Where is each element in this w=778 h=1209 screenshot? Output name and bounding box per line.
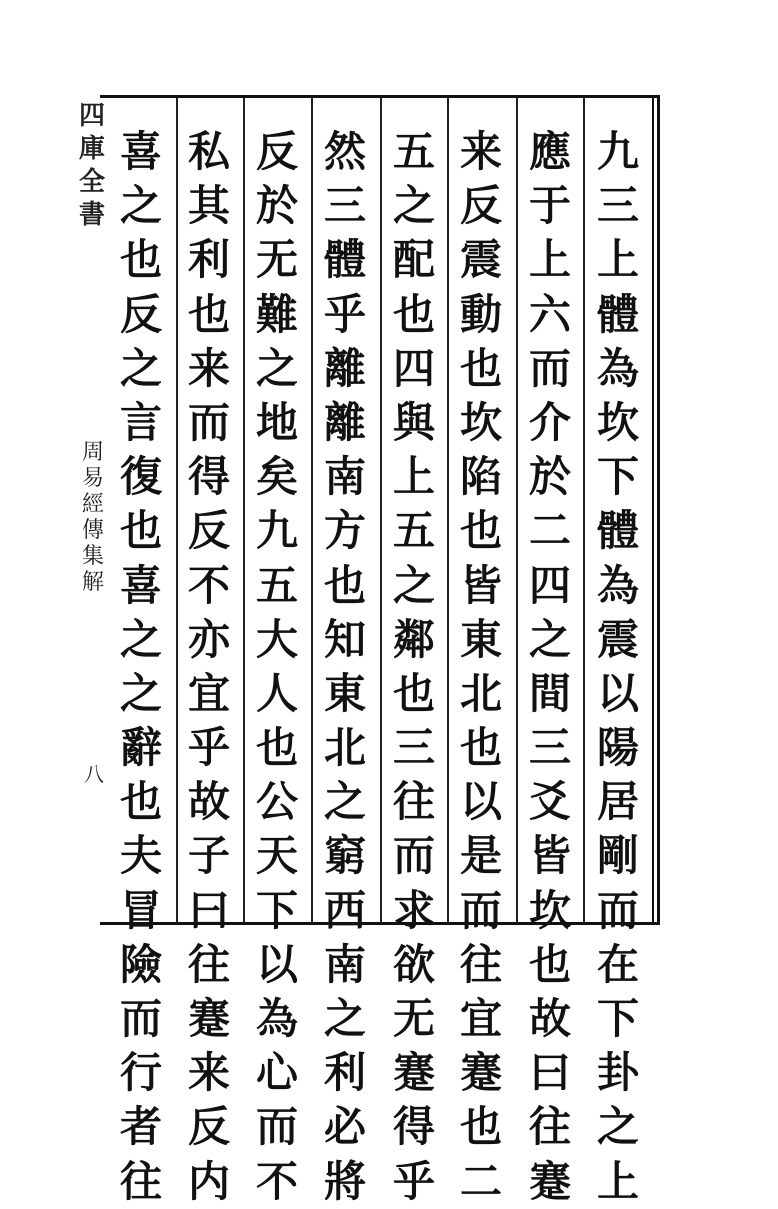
column-character: 三 (596, 181, 639, 231)
spine-book-character: 傳 (81, 518, 104, 543)
column-character: 是 (459, 831, 502, 881)
text-column-7 (181, 125, 237, 1209)
spine-book-character: 周 (81, 440, 104, 465)
text-column-6 (249, 125, 305, 1209)
column-character: 也 (323, 560, 366, 610)
column-character: 欲 (392, 939, 435, 989)
column-character: 應 (528, 127, 571, 176)
column-rule (447, 98, 449, 922)
column-character: 坎 (528, 885, 571, 935)
column-character: 求 (392, 885, 435, 935)
column-character: 人 (255, 668, 298, 718)
column-character: 陷 (459, 452, 502, 502)
spine-book-character: 經 (81, 492, 104, 517)
column-character: 曰 (187, 885, 230, 935)
column-character: 也 (119, 777, 162, 827)
column-character: 體 (596, 506, 639, 556)
column-character: 故 (187, 777, 230, 827)
column-character: 无 (392, 994, 435, 1043)
column-character: 卦 (596, 1048, 639, 1098)
spine-book-character: 易 (81, 466, 104, 491)
column-character: 往 (459, 939, 502, 989)
column-character: 往 (528, 1102, 571, 1152)
column-character: 也 (255, 723, 298, 773)
column-character: 窮 (323, 831, 366, 881)
column-character: 體 (596, 289, 639, 339)
column-character: 六 (528, 289, 571, 339)
column-rule (516, 98, 518, 922)
column-character: 之 (323, 994, 366, 1043)
column-character: 五 (392, 506, 435, 556)
column-character: 以 (596, 668, 639, 718)
column-character: 冒 (119, 885, 162, 935)
column-character: 難 (255, 289, 298, 339)
column-character: 来 (187, 1048, 230, 1098)
column-character: 公 (255, 777, 298, 827)
column-character: 往 (392, 777, 435, 827)
column-character: 之 (119, 614, 162, 664)
column-character: 北 (323, 723, 366, 773)
column-character: 之 (323, 777, 366, 827)
column-character: 三 (392, 723, 435, 773)
column-rule (380, 98, 382, 922)
column-character: 東 (323, 668, 366, 718)
column-character: 險 (119, 939, 162, 989)
spine-title-character: 四 (78, 101, 105, 131)
column-character: 利 (187, 235, 230, 285)
column-character: 爻 (528, 777, 571, 827)
column-rule (311, 98, 313, 922)
column-character: 得 (187, 452, 230, 502)
column-character: 心 (255, 1048, 298, 1098)
column-character: 也 (459, 1102, 502, 1152)
column-rule (583, 98, 585, 922)
column-character: 與 (392, 397, 435, 447)
column-rule (176, 98, 178, 922)
column-character: 五 (255, 560, 298, 610)
column-character: 而 (392, 831, 435, 881)
column-character: 蹇 (187, 994, 230, 1043)
column-character: 利 (323, 1048, 366, 1098)
spine-title-character: 書 (78, 200, 105, 230)
column-character: 不 (255, 1156, 298, 1206)
column-character: 之 (392, 181, 435, 231)
column-rule (243, 98, 245, 922)
column-character: 方 (323, 506, 366, 556)
column-character: 下 (596, 994, 639, 1043)
column-character: 也 (392, 289, 435, 339)
column-character: 將 (323, 1156, 366, 1206)
column-character: 南 (323, 452, 366, 502)
column-character: 於 (528, 452, 571, 502)
column-character: 往 (119, 1156, 162, 1206)
column-character: 之 (119, 343, 162, 393)
column-character: 下 (255, 885, 298, 935)
column-character: 剛 (596, 831, 639, 881)
column-character: 為 (596, 343, 639, 393)
column-character: 曰 (528, 1048, 571, 1098)
column-character: 反 (459, 181, 502, 231)
column-character: 反 (187, 1102, 230, 1152)
text-column-3 (453, 125, 509, 1209)
column-character: 四 (528, 560, 571, 610)
column-character: 大 (255, 614, 298, 664)
column-character: 西 (323, 885, 366, 935)
column-character: 二 (528, 506, 571, 556)
column-character: 震 (459, 235, 502, 285)
column-character: 九 (596, 127, 639, 176)
column-character: 北 (459, 668, 502, 718)
column-character: 復 (119, 452, 162, 502)
column-character: 也 (392, 668, 435, 718)
text-column-1 (590, 125, 646, 1209)
column-character: 子 (187, 831, 230, 881)
column-character: 私 (187, 127, 230, 176)
column-character: 二 (459, 1156, 502, 1206)
column-character: 皆 (459, 560, 502, 610)
column-character: 也 (459, 723, 502, 773)
column-character: 地 (255, 397, 298, 447)
column-character: 九 (255, 506, 298, 556)
column-character: 言 (119, 397, 162, 447)
column-character: 以 (255, 939, 298, 989)
column-character: 来 (187, 343, 230, 393)
column-character: 于 (528, 181, 571, 231)
column-character: 之 (255, 343, 298, 393)
column-character: 而 (596, 885, 639, 935)
column-character: 故 (528, 994, 571, 1043)
column-character: 行 (119, 1048, 162, 1098)
column-character: 来 (459, 127, 502, 176)
spine-book-title (80, 440, 106, 596)
column-character: 坎 (596, 397, 639, 447)
column-character: 乎 (392, 1156, 435, 1206)
spine-title-character: 庫 (78, 134, 105, 164)
column-character: 離 (323, 343, 366, 393)
column-character: 為 (596, 560, 639, 610)
column-character: 必 (323, 1102, 366, 1152)
text-column-4 (386, 125, 442, 1209)
column-character: 上 (596, 235, 639, 285)
spine-title (72, 100, 112, 232)
column-character: 五 (392, 127, 435, 176)
column-character: 三 (323, 181, 366, 231)
column-character: 之 (596, 1102, 639, 1152)
column-character: 之 (392, 560, 435, 610)
column-character: 動 (459, 289, 502, 339)
column-character: 在 (596, 939, 639, 989)
column-character: 其 (187, 181, 230, 231)
column-character: 也 (187, 289, 230, 339)
column-character: 之 (119, 181, 162, 231)
column-character: 辭 (119, 723, 162, 773)
column-character: 三 (528, 723, 571, 773)
column-character: 居 (596, 777, 639, 827)
column-character: 也 (459, 506, 502, 556)
column-character: 反 (187, 506, 230, 556)
column-character: 下 (596, 452, 639, 502)
text-column-2 (522, 125, 578, 1209)
column-character: 无 (255, 235, 298, 285)
column-character: 介 (528, 397, 571, 447)
column-character: 體 (323, 235, 366, 285)
column-character: 往 (187, 939, 230, 989)
column-character: 間 (528, 668, 571, 718)
column-character: 東 (459, 614, 502, 664)
frame-inner-border (652, 98, 654, 922)
column-character: 乎 (323, 289, 366, 339)
column-character: 蹇 (528, 1156, 571, 1206)
column-character: 鄰 (392, 614, 435, 664)
page-number: 八 (84, 762, 104, 786)
column-character: 上 (392, 452, 435, 502)
column-character: 喜 (119, 560, 162, 610)
column-character: 坎 (459, 397, 502, 447)
text-column-5 (317, 125, 373, 1209)
column-character: 四 (392, 343, 435, 393)
column-character: 喜 (119, 127, 162, 176)
column-character: 乎 (187, 723, 230, 773)
column-character: 也 (119, 506, 162, 556)
column-character: 宜 (459, 994, 502, 1043)
column-character: 而 (187, 397, 230, 447)
column-character: 離 (323, 397, 366, 447)
spine-book-character: 集 (81, 544, 104, 569)
column-character: 天 (255, 831, 298, 881)
column-character: 不 (187, 560, 230, 610)
column-character: 而 (459, 885, 502, 935)
column-character: 配 (392, 235, 435, 285)
spine-title-character: 全 (78, 167, 105, 197)
column-character: 蹇 (392, 1048, 435, 1098)
column-character: 陽 (596, 723, 639, 773)
column-character: 内 (187, 1156, 230, 1206)
text-column-8 (113, 125, 169, 1209)
column-character: 蹇 (459, 1048, 502, 1098)
column-character: 反 (119, 289, 162, 339)
column-character: 以 (459, 777, 502, 827)
column-character: 南 (323, 939, 366, 989)
column-character: 亦 (187, 614, 230, 664)
column-character: 皆 (528, 831, 571, 881)
spine-book-character: 解 (81, 570, 104, 595)
column-character: 之 (119, 668, 162, 718)
column-character: 為 (255, 994, 298, 1043)
column-character: 之 (528, 614, 571, 664)
column-character: 知 (323, 614, 366, 664)
column-character: 夫 (119, 831, 162, 881)
column-character: 也 (528, 939, 571, 989)
column-character: 上 (596, 1156, 639, 1206)
column-character: 而 (528, 343, 571, 393)
column-character: 也 (119, 235, 162, 285)
column-character: 然 (323, 127, 366, 176)
column-character: 反 (255, 127, 298, 176)
column-character: 於 (255, 181, 298, 231)
column-character: 而 (255, 1102, 298, 1152)
column-character: 震 (596, 614, 639, 664)
column-character: 宜 (187, 668, 230, 718)
column-character: 也 (459, 343, 502, 393)
column-character: 而 (119, 994, 162, 1043)
column-character: 者 (119, 1102, 162, 1152)
column-character: 上 (528, 235, 571, 285)
column-character: 得 (392, 1102, 435, 1152)
column-character: 矣 (255, 452, 298, 502)
